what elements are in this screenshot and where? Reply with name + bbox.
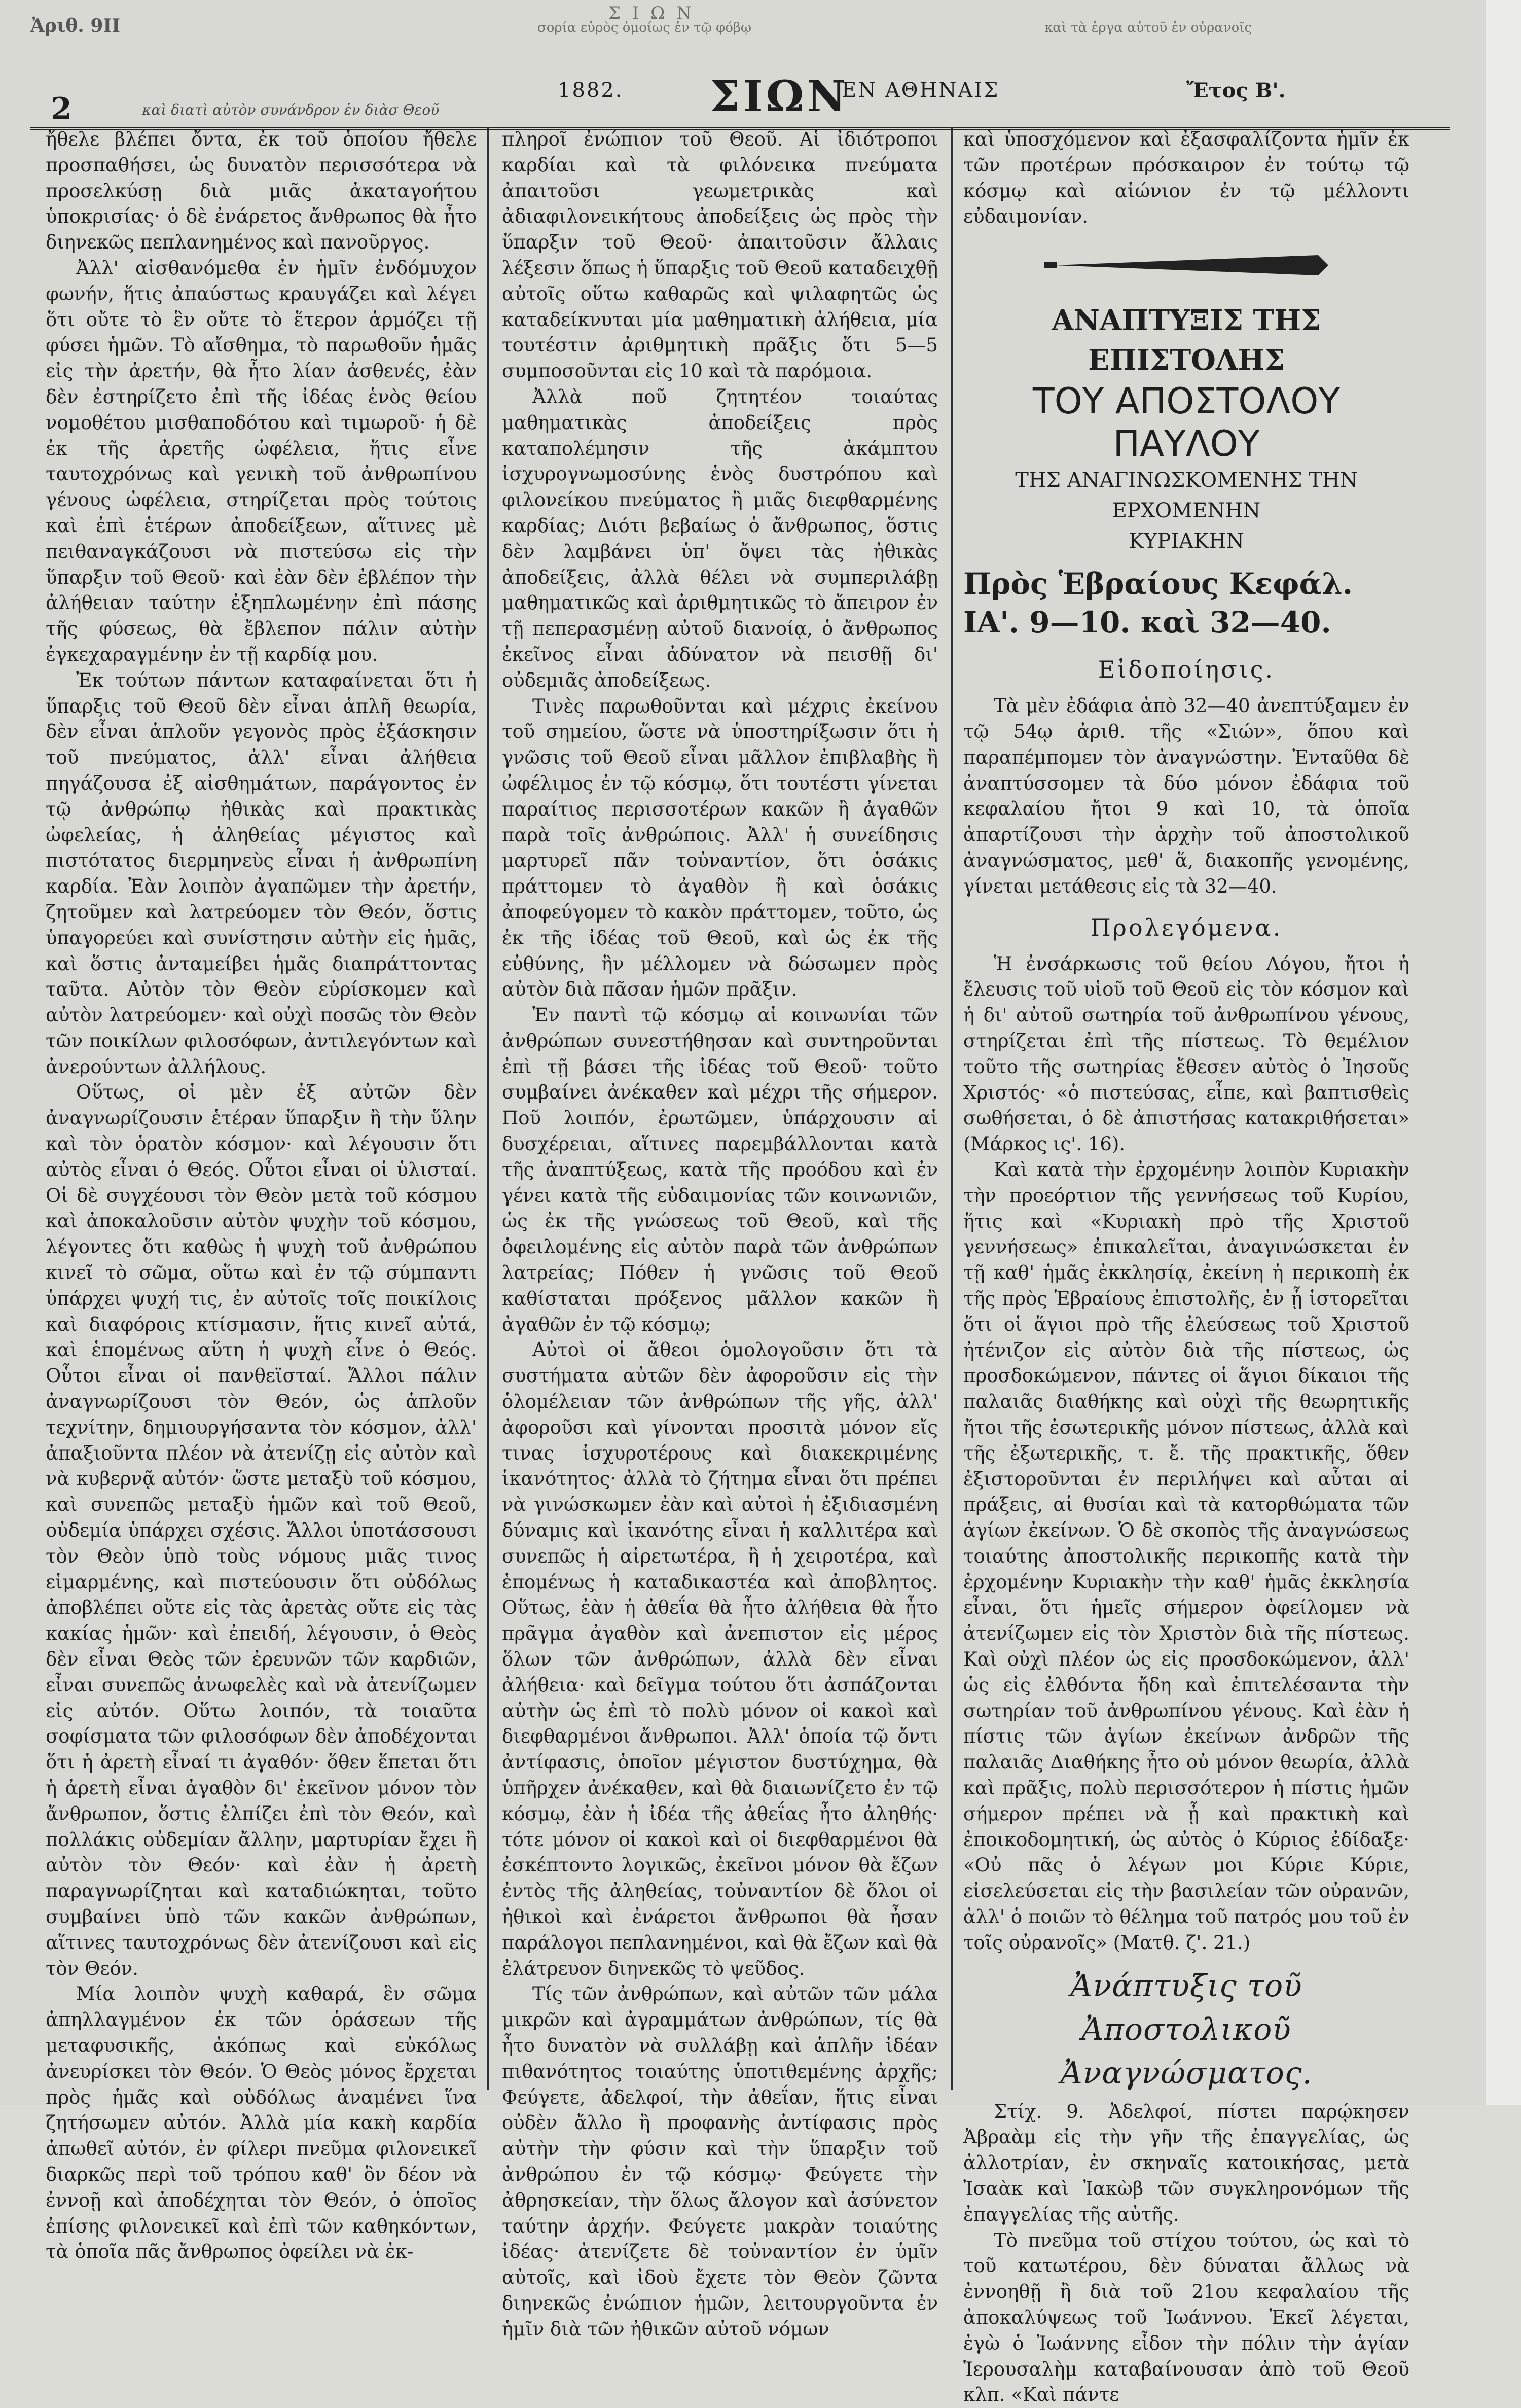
paragraph: Ἀλλὰ ποῦ ζητητέον τοιαύτας μαθηματικὰς ἀποδείξεις πρὸς καταπολέμησιν τῆς ἀκάμπτου ἰσχυρογνωμοσύνης ἑνὸς δυστρόπου καὶ φιλονείκου πνεύματος ἢ μιᾶς διεφθαρμένης καρδίας; Διότι βεβαίως ὁ ἄνθρωπος, ὅστις δὲν λαμβάνει ὑπ' ὄψει τὰς ἠθικὰς ἀποδείξεις, ἀλλὰ θέλει νὰ συμπεριλάβῃ μαθηματικῶς καὶ ἀριθμητικῶς τὸ ἄπειρον ἐν τῇ πεπερασμένῃ αὐτοῦ διανοίᾳ, ὁ ἄνθρωπος ἐκεῖνος εἶναι ἀδύνατον νὰ πεισθῇ δι' οὐδεμιᾶς ἀποδείξεως. [502,385,938,691]
article-title [963,301,1409,556]
paragraph: Ἀλλ' αἰσθανόμεθα ἐν ἡμῖν ἐνδόμυχον φωνήν, ἥτις ἀπαύστως κραυγάζει καὶ λέγει ὅτι οὔτε τὸ ἓν οὔτε τὸ ἕτερον ἁρμόζει τῇ φύσει ἡμῶν. Τὸ αἴσθημα, τὸ παρωθοῦν ἡμᾶς εἰς τὴν ἀρετήν, θὰ ἦτο λίαν ἀσθενές, ἐὰν δὲν ἐστηρίζετο ἐπὶ τῆς ἰδέας ἑνὸς θείου νομοθέτου μισθαποδότου καὶ τιμωροῦ· ἡ δὲ ἐκ τῆς ἀρετῆς ὠφέλεια, ἥτις εἶνε ταυτοχρόνως καὶ γενικὴ τοῦ ἀνθρωπίνου γένους ὠφέλεια, στηρίζεται πρὸς τούτοις καὶ ἐπὶ ἑτέρων ἀποδείξεων, αἵτινες μὲ πειθαναγκάζουσι νὰ πιστεύσω εἰς τὴν ὕπαρξιν τοῦ Θεοῦ· καὶ ἐὰν δὲν ἐβλέπον τὴν ἀλήθειαν ταύτην ἐξηπλωμένην ἐπὶ πάσης τῆς φύσεως, θὰ ἔβλεπον πάλιν αὐτὴν ἐγκεχαραγμένην ἐν τῇ καρδίᾳ μου. [46,257,477,665]
page-number: 2 [51,91,72,127]
section-heading: Ἀνάπτυξις τοῦ Ἀποστολικοῦ Ἀναγνώσματος. [1060,1968,1313,2091]
header-place: ΕΝ ΑΘΗΝΑΙΣ [842,79,1000,102]
column-3 [963,127,1409,2406]
column-rule [951,127,953,2090]
title-line: ΑΝΑΠΤΥΞΙΣ ΤΗΣ ΕΠΙΣΤΟΛΗΣ [1052,304,1321,377]
column-2 [502,127,938,2340]
paragraph: Ἐκ τούτων πάντων καταφαίνεται ὅτι ἡ ὕπαρξις τοῦ Θεοῦ δὲν εἶναι ἁπλῆ θεωρία, δὲν εἶναι ἁπλοῦν γεγονὸς πρὸς ἐξάσκησιν τοῦ πνεύματος, ἀλλ' εἶναι ἀλήθεια πηγάζουσα ἐξ αἰσθημάτων, παράγοντος ἐν τῷ ἀνθρώπῳ ἠθικὰς καὶ πρακτικὰς ὠφελείας, ἡ ἀληθείας μέγιστος καὶ πιστότατος διερμηνεὺς εἶναι ἡ ἀνθρωπίνη καρδία. Ἐὰν λοιπὸν ἀγαπῶμεν τὴν ἀρετήν, ζητοῦμεν καὶ λατρεύομεν τὸν Θεόν, ὅστις ὑπαγορεύει καὶ συνίστησιν αὐτὴν εἰς ἡμᾶς, καὶ ὅστις ἀνταμείβει ἡμᾶς διαπράττοντας ταῦτα. Αὐτὸν τὸν Θεὸν εὑρίσκομεν καὶ αὐτὸν λατρεύομεν· καὶ οὐχὶ ποσῶς τὸν Θεὸν τῶν ποικίλων φιλοσόφων, ἀντιλεγόντων καὶ ἀνερούντων ἀλλήλους. [46,669,477,1078]
paragraph: Ἐν παντὶ τῷ κόσμῳ αἱ κοινωνίαι τῶν ἀνθρώπων συνεστήθησαν καὶ συντηροῦνται ἐπὶ τῇ βάσει τῆς ἰδέας τοῦ Θεοῦ· τοῦτο συμβαίνει ἀνέκαθεν καὶ μέχρι τῆς σήμερον. Ποῦ λοιπόν, ἐρωτῶμεν, ὑπάρχουσιν αἱ δυσχέρειαι, αἵτινες παρεμβάλλονται κατὰ τῆς ἀναπτύξεως, κατὰ τῆς προόδου καὶ ἐν γένει κατὰ τῆς εὐδαιμονίας τῶν κοινωνιῶν, ὡς ἐκ τῆς γνώσεως τοῦ Θεοῦ, καὶ τῆς ὀφειλομένης εἰς αὐτὸν παρὰ τῶν ἀνθρώπων λατρείας; Πόθεν ἡ γνῶσις τοῦ Θεοῦ καθίσταται πρόξενος μᾶλλον κακῶν ἢ ἀγαθῶν ἐν τῷ κόσμῳ; [502,1004,938,1335]
page-edge [1486,0,1521,2105]
decorative-dagger-rule [1044,240,1328,291]
paragraph: Στίχ. 9. Ἀδελφοί, πίστει παρῴκησεν Ἀβραὰμ εἰς τὴν γῆν τῆς ἐπαγγελίας, ὡς ἀλλοτρίαν, ἐν σκηναῖς κατοικήσας, μετὰ Ἰσαὰκ καὶ Ἰακὼβ τῶν συγκληρονόμων τῆς ἐπαγγελίας τῆς αὐτῆς. [963,2100,1409,2225]
title-line: ΤΗΣ ΑΝΑΓΙΝΩΣΚΟΜΕΝΗΣ ΤΗΝ ΕΡΧΟΜΕΝΗΝ [1015,469,1358,523]
column-1 [46,127,477,2263]
paragraph: καὶ ὑποσχόμενον καὶ ἐξασφαλίζοντα ἡμῖν ἐκ τῶν προτέρων πρόσκαιρον ἐν τούτῳ τῷ κόσμῳ καὶ αἰώνιον ἐν τῷ μέλλοντι εὐδαιμονίαν. [963,128,1409,228]
paragraph: Καὶ κατὰ τὴν ἐρχομένην λοιπὸν Κυριακὴν τὴν προεόρτιον τῆς γεννήσεως τοῦ Κυρίου, ἥτις καὶ «Κυριακὴ πρὸ τῆς Χριστοῦ γεννήσεως» ἐπικαλεῖται, ἀναγινώσκεται ἐν τῇ καθ' ἡμᾶς ἐκκλησίᾳ, ἐκείνη ἡ περικοπὴ ἐκ τῆς πρὸς Ἑβραίους ἐπιστολῆς, ἐν ᾗ ἱστορεῖται ὅτι οἱ ἅγιοι πρὸ τῆς ἐλεύσεως τοῦ Χριστοῦ ἠτένιζον εἰς αὐτὸν διὰ τῆς πίστεως, ὡς προσδοκώμενον, πάντες οἱ ἅγιοι δίκαιοι τῆς παλαιᾶς διαθήκης καὶ οὐχὶ τῆς θεωρητικῆς ἤτοι τῆς ἐσωτερικῆς μόνον πίστεως, ἀλλὰ καὶ τῆς ἐξωτερικῆς, τ. ἔ. τῆς πρακτικῆς, ὅθεν ἐξιστοροῦνται ἐν περιλήψει καὶ αὗται αἱ πράξεις, αἱ θυσίαι καὶ τὰ κατορθώματα τῶν ἁγίων ἐκείνων. Ὁ δὲ σκοπὸς τῆς ἀναγνώσεως τοιαύτης ἀποστολικῆς περικοπῆς κατὰ τὴν ἐρχομένην Κυριακὴν τὴν καθ' ἡμᾶς ἐκκλησία εἶναι, ὅτι ἡμεῖς σήμερον ὀφείλομεν νὰ ἀτενίζωμεν εἰς τὸν Χριστὸν διὰ τῆς πίστεως. Καὶ οὐχὶ πλέον ὡς εἰς προσδοκώμενον, ἀλλ' ὡς εἰς ἐλθόντα ἤδη καὶ ἐπιτελέσαντα τὴν σωτηρίαν τοῦ ἀνθρωπίνου γένους. Καὶ ἐὰν ἡ πίστις τῶν ἁγίων ἐκείνων ἀνδρῶν τῆς παλαιᾶς Διαθήκης ἦτο οὐ μόνον θεωρία, ἀλλὰ καὶ πρᾶξις, πολὺ περισσότερον ἡ πίστις ἡμῶν σήμερον πρέπει νὰ ᾖ καὶ πρακτικὴ καὶ ἐποικοδομητική, ὡς αὐτὸς ὁ Κύριος ἐδίδαξε· «Οὐ πᾶς ὁ λέγων μοι Κύριε Κύριε, εἰσελεύσεται εἰς τὴν βασιλείαν τῶν οὐρανῶν, ἀλλ' ὁ ποιῶν τὸ θέλημα τοῦ πατρός μου τοῦ ἐν τοῖς οὐρανοῖς» (Ματθ. ζ'. 21.) [963,1158,1409,1954]
section-heading: Εἰδοποίησις. [1098,656,1275,684]
header-date: 1882. [558,79,624,102]
section-heading: Προλεγόμενα. [1090,913,1283,941]
paragraph: Τινὲς παρωθοῦνται καὶ μέχρις ἐκείνου τοῦ σημείου, ὥστε νὰ ὑποστηρίξωσιν ὅτι ἡ γνῶσις τοῦ Θεοῦ εἶναι μᾶλλον ἐπιβλαβὴς ἢ ὠφέλιμος ἐν τῷ κόσμῳ, ὅτι τουτέστι γίνεται παραίτιος περισσοτέρων κακῶν ἢ ἀγαθῶν παρὰ τοῖς ἀνθρώποις. Ἀλλ' ἡ συνείδησις μαρτυρεῖ πᾶν τοὐναντίον, ὅτι ὁσάκις πράττομεν τὸ ἀγαθὸν ἢ καὶ ὁσάκις ἀποφεύγομεν τὸ κακὸν πράττομεν, τοῦτο, ὡς ἐκ τῆς ἰδέας τοῦ Θεοῦ, καὶ ὡς ἐκ τῆς εὐθύνης, ἣν μέλλομεν νὰ δώσωμεν πρὸς αὐτὸν διὰ πᾶσαν ἡμῶν πρᾶξιν. [502,695,938,1001]
paragraph: Τίς τῶν ἀνθρώπων, καὶ αὐτῶν τῶν μάλα μικρῶν καὶ ἀγραμμάτων ἀνθρώπων, τίς θὰ ἦτο δυνατὸν νὰ συλλάβῃ καὶ ἁπλῆν ἰδέαν πιθανότητος τοιαύτης ὑποτιθεμένης ἀρχῆς; Φεύγετε, ἀδελφοί, τὴν ἀθεΐαν, ἥτις εἶναι οὐδὲν ἄλλο ἢ προφανὴς ἀντίφασις πρὸς αὐτὴν τὴν φύσιν καὶ τὴν ὕπαρξιν τοῦ ἀνθρώπου ἐν τῷ κόσμῳ· Φεύγετε τὴν ἀθρησκείαν, τὴν ὅλως ἄλογον καὶ ἀσύνετον ταύτην ἀρχήν. Φεύγετε μακρὰν τοιαύτης ἰδέας· ἀτενίζετε δὲ τοὐναντίον ἐν ὑμῖν αὐτοῖς, καὶ ἰδοὺ ἔχετε τὸν Θεὸν ζῶντα διηνεκῶς ἐνώπιον ἡμῶν, λειτουργοῦντα ἐν ἡμῖν διὰ τῶν ἠθικῶν αὐτοῦ νόμων [502,1983,938,2340]
title-line: ΚΥΡΙΑΚΗΝ [1129,529,1244,553]
title-line: ΤΟΥ ΑΠΟΣΤΟΛΟΥ ΠΑΥΛΟΥ [1032,380,1341,465]
paragraph: Τὰ μὲν ἐδάφια ἀπὸ 32—40 ἀνεπτύξαμεν ἐν τῷ 54ῳ ἀριθ. τῆς «Σιών», ὅπου καὶ παραπέμπομεν τὸν ἀναγνώστην. Ἐνταῦθα δὲ ἀναπτύσσομεν τὰ δύο μόνον ἐδάφια τοῦ κεφαλαίου ἤτοι 9 καὶ 10, τὰ ὁποῖα ἀπαρτίζουσι τὴν ἀρχὴν τοῦ ἀποστολικοῦ ἀναγνώσματος, μεθ' ἅ, διακοπῆς γενομένης, γίνεται μετάθεσις εἰς τὰ 32—40. [963,695,1409,897]
running-head [30,66,1450,130]
ghost-issue: Ἀριθ. 9ΙΙ [30,15,121,37]
paragraph: Ἡ ἐνσάρκωσις τοῦ θείου Λόγου, ἤτοι ἡ ἔλευσις τοῦ υἱοῦ τοῦ Θεοῦ εἰς τὸν κόσμον καὶ ἡ δι' αὐτοῦ σωτηρία τοῦ ἀνθρωπίνου γένους, στηρίζεται ἐπὶ τῆς πίστεως. Τὸ θεμέλιον τοῦτο τῆς σωτηρίας ἔθεσεν αὐτὸς ὁ Ἰησοῦς Χριστός· «ὁ πιστεύσας, εἶπε, καὶ βαπτισθεὶς σωθήσεται, ὁ δὲ ἀπιστήσας κατακριθήσεται» (Μάρκος ις'. 16). [963,952,1409,1155]
ghost-masthead: Σ Ι Ω Ν [608,3,695,23]
bleed-through-header [0,0,1521,46]
ghost-line: καὶ τὰ ἐργα αὐτοῦ ἐν οὐρανοῖς [1044,20,1252,36]
paragraph: Τὸ πνεῦμα τοῦ στίχου τούτου, ὡς καὶ τὸ τοῦ κατωτέρου, δὲν δύναται ἄλλως νὰ ἐννοηθῇ ἢ διὰ τοῦ 21ου κεφαλαίου τῆς ἀποκαλύψεως τοῦ Ἰωάννου. Ἐκεῖ λέγεται, ἐγὼ ὁ Ἰωάννης εἶδον τὴν πόλιν τὴν ἁγίαν Ἱερουσαλὴμ καταβαίνουσαν ἀπὸ τοῦ Θεοῦ κλπ. «Καὶ πάντε [963,2229,1409,2406]
scripture-reference: Πρὸς Ἑβραίους Κεφάλ. ΙΑ'. 9—10. καὶ 32—40. [963,566,1353,640]
header-year: Ἔτος Β'. [1186,79,1286,102]
masthead: ΣΙΩΝ [710,71,849,121]
column-rule [487,127,489,2090]
paragraph: Μία λοιπὸν ψυχὴ καθαρά, ἓν σῶμα ἀπηλλαγμένον ἐκ τῶν ὁράσεων τῆς μεταφυσικῆς, ἀκόπως καὶ εὐκόλως ἀνευρίσκει τὸν Θεόν. Ὁ Θεὸς μόνος ἔρχεται πρὸς ἡμᾶς καὶ οὐδόλως ἀναμένει ἵνα ζητήσωμεν αὐτόν. Ἀλλὰ μία κακὴ καρδία ἀπωθεῖ αὐτόν, ἐν φίλερι πνεῦμα φιλονεικεῖ διαρκῶς περὶ τοῦ τρόπου καθ' ὃν δέον νὰ ἐννοῇ καὶ ἀποδέχηται τὸν Θεόν, ὁ ὁποῖος ἐπίσης φιλονεικεῖ καὶ ἐπὶ τῶν καθηκόντων, τὰ ὁποῖα πᾶς ἄνθρωπος ὀφείλει νὰ ἐκ- [46,1983,477,2263]
paragraph: Αὐτοὶ οἱ ἄθεοι ὁμολογοῦσιν ὅτι τὰ συστήματα αὐτῶν δὲν ἀφοροῦσιν εἰς τὴν ὁλομέλειαν τῶν ἀνθρώπων τῆς γῆς, ἀλλ' ἀφοροῦσι καὶ γίνονται προσιτὰ μόνον εἴς τινας ἰσχυροτέρους καὶ διακεκριμένης ἱκανότητος· ἀλλὰ τὸ ζήτημα εἶναι ὅτι πρέπει νὰ γινώσκωμεν ἐὰν καὶ αὐτοὶ ἡ ἐξιδιασμένη δύναμις καὶ ἱκανότης εἶναι ἡ καλλιτέρα καὶ συνεπῶς ἡ αἱρετωτέρα, ἢ ἡ χειροτέρα, καὶ ἑπομένως ἡ καταδικαστέα καὶ ἀποβλητος. Οὕτως, ἐὰν ἡ ἀθεΐα θὰ ἦτο ἀλήθεια θὰ ἦτο πρᾶγμα ἀγαθὸν καὶ ἀνεπιστον εἰς μέρος ὅλων τῶν ἀνθρώπων, ἀλλὰ δὲν εἶναι ἀλήθεια· καὶ δεῖγμα τούτου ὅτι ἀσπάζονται αὐτὴν ὡς ἐπὶ τὸ πολὺ μόνον οἱ κακοὶ καὶ διεφθαρμένοι ἄνθρωποι. Ἀλλ' ὁποία τῷ ὄντι ἀντίφασις, ὁποῖον μέγιστον δυστύχημα, θὰ ὑπῆρχεν ἀνέκαθεν, καὶ θὰ διαιωνίζετο ἐν τῷ κόσμῳ, ἐὰν ἡ ἰδέα τῆς ἀθεΐας ἦτο ἀληθής· τότε μόνον οἱ κακοὶ καὶ οἱ διεφθαρμένοι θὰ ἐσκέπτοντο λογικῶς, ἐκεῖνοι μόνον θὰ ἔζων ἐντὸς τῆς ἀληθείας, τοὐναντίον δὲ ὅλοι οἱ ἠθικοὶ καὶ ἐνάρετοι ἄνθρωποι θὰ ἦσαν παράλογοι πεπλανημένοι, καὶ θὰ ἔζων καὶ θὰ ἐλάτρευον διηνεκῶς τὸ ψεῦδος. [502,1339,938,1979]
ghost-line: σορία εὐρὸς ὁμοίως ἐν τῷ φόβῳ [537,20,752,36]
paragraph: Οὕτως, οἱ μὲν ἐξ αὐτῶν δὲν ἀναγνωρίζουσιν ἑτέραν ὕπαρξιν ἢ τὴν ὕλην καὶ τὸν ὁρατὸν κόσμον· καὶ λέγουσιν ὅτι αὐτὸς εἶναι ὁ Θεός. Οὗτοι εἶναι οἱ ὑλισταί. Οἱ δὲ συγχέουσι τὸν Θεὸν μετὰ τοῦ κόσμου καὶ ἀποκαλοῦσιν αὐτὸν ψυχὴν τοῦ κόσμου, λέγοντες ὅτι καθὼς ἡ ψυχὴ τοῦ ἀνθρώπου κινεῖ τὸ σῶμα, οὕτω καὶ ἐν τῷ σύμπαντι ὑπάρχει ψυχή τις, ἐν αὐτοῖς τοῖς ποικίλοις καὶ διαφόροις κτίσμασιν, ἥτις κινεῖ αὐτά, καὶ ἑπομένως αὕτη ἡ ψυχὴ εἶνε ὁ Θεός. Οὗτοι εἶναι οἱ πανθεϊσταί. Ἄλλοι πάλιν ἀναγνωρίζουσι τὸν Θεόν, ὡς ἁπλοῦν τεχνίτην, δημιουργήσαντα τὸν κόσμον, ἀλλ' ἀπαξιοῦντα πλέον νὰ ἀτενίζῃ εἰς αὐτὸν καὶ νὰ κυβερνᾷ αὐτόν· ὥστε μεταξὺ τοῦ κόσμου, καὶ συνεπῶς μεταξὺ ἡμῶν καὶ τοῦ Θεοῦ, οὐδεμία ὑπάρχει σχέσις. Ἄλλοι ὑποτάσσουσι τὸν Θεὸν ὑπὸ τοὺς νόμους μιᾶς τινος εἱμαρμένης, καὶ πιστεύουσιν ὅτι οὐδόλως ἀποβλέπει οὔτε εἰς τὰς ἀρετὰς οὔτε εἰς τὰς κακίας ἡμῶν· καὶ ἐπειδή, λέγουσιν, ὁ Θεὸς δὲν εἶναι Θεὸς τῶν ἐρευνῶν τῶν καρδιῶν, εἶναι συνεπῶς ἀνωφελὲς καὶ νὰ ἀτενίζωμεν εἰς αὐτόν. Οὕτω λοιπόν, τὰ τοιαῦτα σοφίσματα τῶν φιλοσόφων δὲν ἀποδέχονται ὅτι ἡ ἀρετὴ εἶναί τι ἀγαθόν· ὅθεν ἕπεται ὅτι ἡ ἀρετὴ εἶναι ἀγαθὸν δι' ἐκεῖνον μόνον τὸν ἄνθρωπον, ὅστις ἐλπίζει ἐπὶ τὸν Θεόν, καὶ πολλάκις οὐδεμίαν ἄλλην, μαρτυρίαν ἔχει ἢ αὐτὸν τὸν Θεόν· καὶ ἐὰν ἡ ἀρετὴ παραγνωρίζηται καὶ καταδιώκηται, τοῦτο συμβαίνει ὑπὸ τῶν κακῶν ἀνθρώπων, αἵτινες ταυτοχρόνως δὲν ἀτενίζουσι καὶ εἰς τὸν Θεόν. [46,1081,477,1979]
paragraph: πληροῖ ἐνώπιον τοῦ Θεοῦ. Αἱ ἰδιότροποι καρδίαι καὶ τὰ φιλόνεικα πνεύματα ἀπαιτοῦσι γεωμετρικὰς καὶ ἀδιαφιλονεικήτους ἀποδείξεις ὡς πρὸς τὴν ὕπαρξιν τοῦ Θεοῦ· ἀπαιτοῦσιν ἄλλαις λέξεσιν ὅπως ἡ ὕπαρξις τοῦ Θεοῦ καταδειχθῇ αὐτοῖς οὕτω καθαρῶς καὶ ψιλαφητῶς ὡς καταδείκνυται μία μαθηματικὴ ἀλήθεια, μία τουτέστιν ἀριθμητικὴ πρᾶξις ὅτι 5—5 συμποσοῦνται εἰς 10 καὶ τὰ παρόμοια. [502,128,938,382]
paragraph: ἤθελε βλέπει ὄντα, ἐκ τοῦ ὁποίου ἤθελε προσπαθήσει, ὡς δυνατὸν περισσότερα νὰ προσελκύσῃ διὰ μιᾶς ἀκαταγοήτου ὑποκρισίας· ὁ δὲ ἐνάρετος ἄνθρωπος θὰ ἦτο διηνεκῶς πεπλανημένος καὶ πανοῦργος. [46,128,477,254]
header-fragment: καὶ διατὶ αὐτὸν συνάνδρον ἐν διὰσ Θεοῦ [142,101,440,118]
